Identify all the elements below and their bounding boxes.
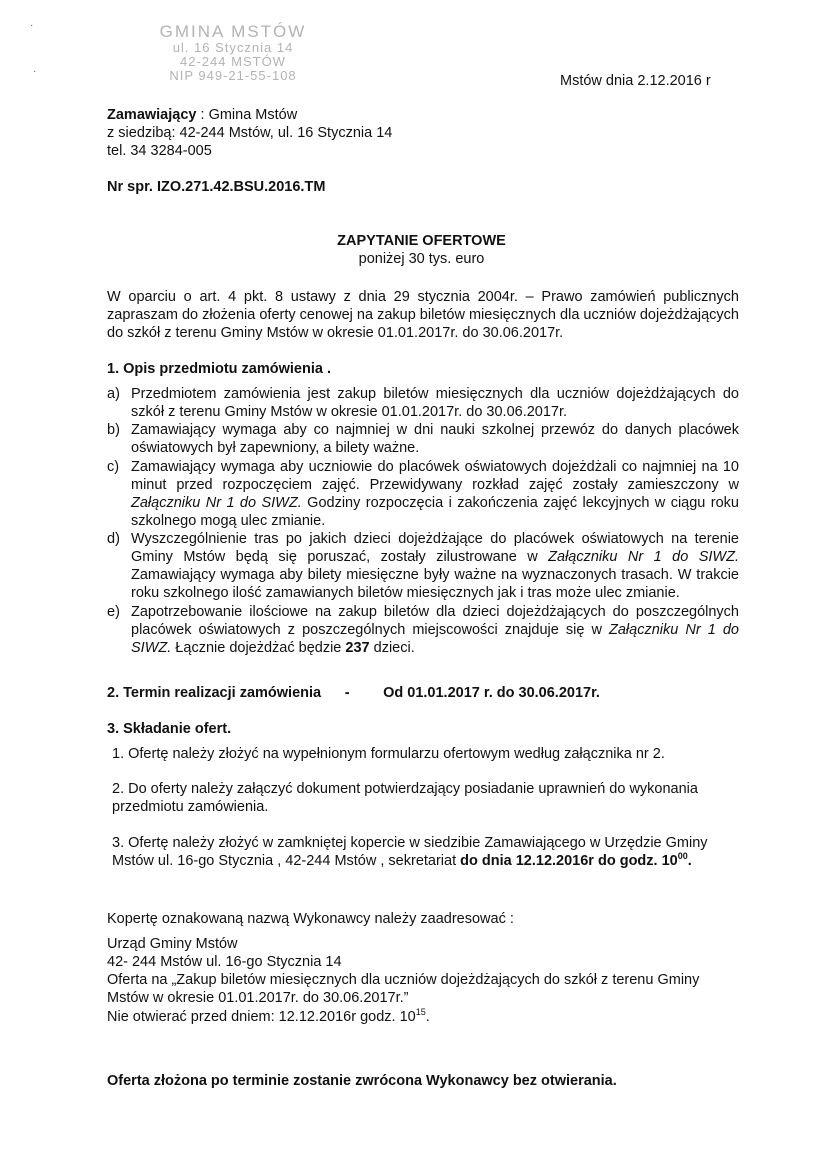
list-item [107,458,739,531]
attachment-reference: Załączniku Nr 1 do SIWZ. [131,621,739,656]
office-stamp [138,22,328,83]
authority-seat: z siedzibą: 42-244 Mstów, ul. 16 Stycznia 14 [107,125,393,142]
opening-date-text: Nie otwierać przed dniem: 12.12.2016r godz. 10 [107,1008,416,1025]
offer-paragraph-2: 2. Do oferty należy załączyć dokument potwierdzający posiadanie uprawnień do wykonania przedmiotu zamówienia. [112,781,698,816]
list-item-text [131,530,739,603]
address-line: 42- 244 Mstów ul. 16-go Stycznia 14 [107,954,342,971]
late-offer-note: Oferta złożona po terminie zostanie zwrócona Wykonawcy bez otwierania. [107,1073,617,1089]
list-item-text-part: Godziny rozpoczęcia i zakończenia zajęć lekcyjnych w ciągu roku szkolnego mogą ulec zmianie. [131,494,739,529]
list-marker: e) [107,603,120,620]
section-2-heading [107,684,600,702]
address-line: Oferta na „Zakup biletów miesięcznych dla uczniów dojeżdżających do szkół z terenu Gminy Mstów w okresie 01.01.2017r. do 30.06.2017r.” [107,972,700,1007]
offer-paragraph-3-text: 3. Ofertę należy złożyć w zamkniętej kopercie w siedzibie Zamawiającego w Urzędzie Gminy Mstów ul. 16-go Stycznia , 42-244 Mstów , sekretariat [112,835,708,870]
opening-date-minutes: 15 [415,1006,426,1017]
list-item-text: Zamawiający wymaga aby co najmniej w dni nauki szkolnej przewóz do danych placówek oświatowych był zapewniony, a bilety ważne. [131,422,739,457]
opening-date-end: . [425,1008,430,1025]
authority-name: : Gmina Mstów [196,107,298,123]
list-item-text: Przedmiotem zamówienia jest zakup biletów miesięcznych dla uczniów dojeżdżających do szkół z terenu Gminy Mstów w okresie 01.01.2017r. do 30.06.2017r. [131,386,739,421]
list-item-text [131,603,739,657]
list-item-text-part: Łącznie dojeżdżać będzie [171,639,346,656]
envelope-address [107,935,739,1026]
intro-paragraph: W oparciu o art. 4 pkt. 8 ustawy z dnia 29 stycznia 2004r. – Prawo zamówień publicznych zapraszam do złożenia oferty cenowej na zakup biletów miesięcznych dla uczniów dojeżdżających do szkół z terenu Gminy Mstów w okresie 01.01.2017r. do 30.06.2017r. [107,289,739,342]
contracting-authority [107,106,392,160]
envelope-note: Kopertę oznakowaną nazwą Wykonawcy należy zaadresować : [107,911,514,927]
list-item [107,530,739,603]
address-line: Urząd Gminy Mstów [107,936,238,952]
offer-paragraph-1: 1. Ofertę należy złożyć na wypełnionym formularzu ofertowym według załącznika nr 2. [112,746,665,762]
list-marker: c) [107,458,120,475]
authority-phone: tel. 34 3284-005 [107,143,212,160]
list-item-text-part: Zamawiający wymaga aby uczniowie do placówek oświatowych dojeżdżali co najmniej na 10 minut przed rozpoczęciem zajęć. Przewidywany rozkład zajęć zostały zamieszczony w [131,458,739,493]
list-item [107,603,739,657]
section-1-list [107,385,739,657]
list-marker: a) [107,386,120,402]
offer-paragraph-3 [112,834,739,870]
submission-deadline-minutes: 00 [677,851,688,862]
realization-period: Od 01.01.2017 r. do 30.06.2017r. [383,685,600,701]
stamp-line: ul. 16 Stycznia 14 [172,40,294,55]
authority-name-line [107,106,392,124]
list-marker: d) [107,531,120,547]
document-subtitle: poniżej 30 tys. euro [358,251,485,267]
scan-mark: · [33,66,37,77]
stamp-line: GMINA MSTÓW [159,22,307,41]
authority-label: Zamawiający [107,107,197,123]
stamp-line: 42-244 MSTÓW [180,54,286,69]
section-2-dash: - [344,685,350,701]
list-item [107,421,739,457]
list-item-text-part: dzieci. [369,639,415,656]
submission-deadline [460,853,692,869]
case-number: Nr spr. IZO.271.42.BSU.2016.TM [107,179,326,195]
document-title: ZAPYTANIE OFERTOWE [337,233,506,249]
section-1-heading: 1. Opis przedmiotu zamówienia . [107,361,331,377]
submission-deadline-text: do dnia 12.12.2016r do godz. 10 [460,853,678,870]
submission-deadline-end: . [687,853,692,870]
section-2-title: 2. Termin realizacji zamówienia [107,685,322,701]
list-item-text-part: Wyszczególnienie tras po jakich dzieci dojeżdżające do placówek oświatowych na terenie Gminy Mstów będą się poruszać, zostały zilustrowane w [131,531,739,566]
attachment-reference: Załączniku Nr 1 do SIWZ. [548,549,739,566]
place-date: Mstów dnia 2.12.2016 r [560,73,711,89]
section-3-heading: 3. Składanie ofert. [107,721,232,737]
list-item-text-part: Zapotrzebowanie ilościowe na zakup biletów dla dzieci dojeżdżających do poszczególnych placówek oświatowych z poszczególnych miejscowości znajduje się w [131,603,739,638]
list-marker: b) [107,422,120,439]
children-count: 237 [345,639,370,656]
stamp-line: NIP 949-21-55-108 [169,68,297,83]
scan-mark: · [30,20,34,31]
attachment-reference: Załączniku Nr 1 do SIWZ. [131,494,302,511]
list-item-text-part: Zamawiający wymaga aby bilety miesięczne były ważne na wyznaczonych trasach. W trakcie roku szkolnego ilość zamawianych biletów miesięcznych jak i tras może ulec zmianie. [131,567,739,602]
address-line [107,1008,739,1026]
list-item-text [131,458,739,531]
list-item [107,385,739,421]
